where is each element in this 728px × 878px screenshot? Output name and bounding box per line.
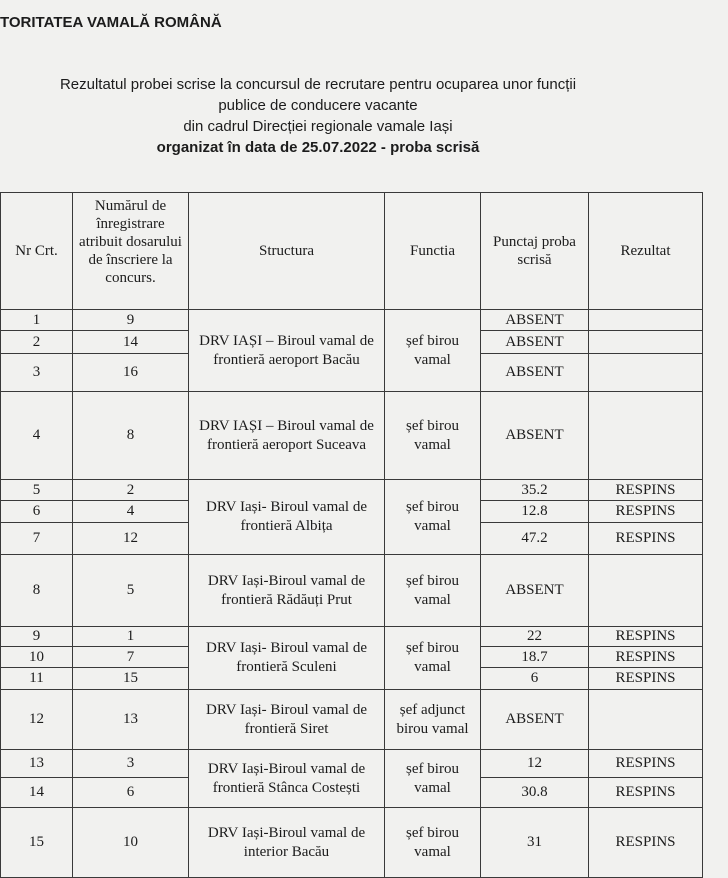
cell-rezultat <box>589 310 703 331</box>
table-row <box>1 750 703 778</box>
cell-numar: 9 <box>73 310 189 331</box>
cell-nr: 6 <box>1 501 73 523</box>
cell-structura: DRV Iași-Biroul vamal de frontieră Rădăuți Prut <box>189 555 385 627</box>
header-rezultat: Rezultat <box>589 193 703 310</box>
cell-nr: 12 <box>1 690 73 750</box>
cell-numar: 15 <box>73 668 189 690</box>
cell-nr: 10 <box>1 647 73 668</box>
cell-structura: DRV Iași- Biroul vamal de frontieră Siret <box>189 690 385 750</box>
table-row <box>1 555 703 627</box>
cell-rezultat <box>589 331 703 354</box>
cell-numar: 10 <box>73 808 189 878</box>
cell-nr: 7 <box>1 523 73 555</box>
cell-structura: DRV Iași- Biroul vamal de frontieră Albița <box>189 480 385 555</box>
header-punctaj: Punctaj proba scrisă <box>481 193 589 310</box>
cell-rezultat: RESPINS <box>589 627 703 647</box>
cell-functia: șef adjunct birou vamal <box>385 690 481 750</box>
cell-nr: 5 <box>1 480 73 501</box>
cell-structura: DRV Iași-Biroul vamal de interior Bacău <box>189 808 385 878</box>
cell-punctaj: ABSENT <box>481 331 589 354</box>
cell-rezultat <box>589 392 703 480</box>
cell-nr: 14 <box>1 778 73 808</box>
cell-nr: 4 <box>1 392 73 480</box>
cell-numar: 2 <box>73 480 189 501</box>
cell-punctaj: 18.7 <box>481 647 589 668</box>
cell-punctaj: 12.8 <box>481 501 589 523</box>
cell-punctaj: ABSENT <box>481 310 589 331</box>
cell-numar: 14 <box>73 331 189 354</box>
heading-line-2: publice de conducere vacante <box>218 97 418 114</box>
cell-nr: 11 <box>1 668 73 690</box>
cell-numar: 5 <box>73 555 189 627</box>
cell-nr: 13 <box>1 750 73 778</box>
heading-line-1: Rezultatul probei scrise la concursul de recrutare pentru ocuparea unor funcții <box>59 76 577 93</box>
table-row <box>1 690 703 750</box>
cell-punctaj: 12 <box>481 750 589 778</box>
heading-line-4: organizat în data de 25.07.2022 - proba scrisă <box>156 139 480 156</box>
cell-functia: șef birou vamal <box>385 808 481 878</box>
cell-punctaj: 47.2 <box>481 523 589 555</box>
cell-rezultat: RESPINS <box>589 668 703 690</box>
cell-numar: 8 <box>73 392 189 480</box>
cell-punctaj: ABSENT <box>481 555 589 627</box>
cell-functia: șef birou vamal <box>385 310 481 392</box>
cell-numar: 7 <box>73 647 189 668</box>
cell-rezultat <box>589 690 703 750</box>
cell-rezultat: RESPINS <box>589 523 703 555</box>
cell-nr: 1 <box>1 310 73 331</box>
cell-rezultat: RESPINS <box>589 750 703 778</box>
cell-punctaj: 31 <box>481 808 589 878</box>
cell-punctaj: ABSENT <box>481 354 589 392</box>
cell-functia: șef birou vamal <box>385 392 481 480</box>
cell-numar: 1 <box>73 627 189 647</box>
table-header-row <box>1 193 703 310</box>
cell-numar: 4 <box>73 501 189 523</box>
heading-line-3: din cadrul Direcției regionale vamale Iași <box>183 118 453 135</box>
cell-rezultat: RESPINS <box>589 647 703 668</box>
cell-rezultat: RESPINS <box>589 501 703 523</box>
cell-rezultat: RESPINS <box>589 808 703 878</box>
cell-nr: 15 <box>1 808 73 878</box>
cell-rezultat <box>589 354 703 392</box>
results-table <box>0 192 703 878</box>
header-nr: Nr Crt. <box>1 193 73 310</box>
cell-numar: 3 <box>73 750 189 778</box>
document-heading <box>0 74 636 158</box>
cell-functia: șef birou vamal <box>385 480 481 555</box>
table-row <box>1 480 703 501</box>
cell-punctaj: 6 <box>481 668 589 690</box>
header-numar: Numărul de înregistrare atribuit dosarului de înscriere la concurs. <box>73 193 189 310</box>
table-row <box>1 808 703 878</box>
cell-punctaj: ABSENT <box>481 392 589 480</box>
cell-numar: 13 <box>73 690 189 750</box>
cell-nr: 9 <box>1 627 73 647</box>
cell-rezultat: RESPINS <box>589 480 703 501</box>
cell-structura: DRV Iași- Biroul vamal de frontieră Sculeni <box>189 627 385 690</box>
header-structura: Structura <box>189 193 385 310</box>
cell-functia: șef birou vamal <box>385 627 481 690</box>
cell-nr: 2 <box>1 331 73 354</box>
cell-structura: DRV Iași-Biroul vamal de frontieră Stânca Costești <box>189 750 385 808</box>
cell-punctaj: 30.8 <box>481 778 589 808</box>
table-row <box>1 627 703 647</box>
cell-numar: 12 <box>73 523 189 555</box>
organization-name: TORITATEA VAMALĂ ROMÂNĂ <box>0 14 222 31</box>
cell-nr: 3 <box>1 354 73 392</box>
cell-functia: șef birou vamal <box>385 750 481 808</box>
table-row <box>1 392 703 480</box>
table-row <box>1 310 703 331</box>
cell-punctaj: 22 <box>481 627 589 647</box>
cell-numar: 6 <box>73 778 189 808</box>
cell-punctaj: 35.2 <box>481 480 589 501</box>
cell-numar: 16 <box>73 354 189 392</box>
cell-punctaj: ABSENT <box>481 690 589 750</box>
cell-rezultat: RESPINS <box>589 778 703 808</box>
header-functia: Functia <box>385 193 481 310</box>
cell-structura: DRV IAȘI – Biroul vamal de frontieră aeroport Bacău <box>189 310 385 392</box>
cell-functia: șef birou vamal <box>385 555 481 627</box>
cell-rezultat <box>589 555 703 627</box>
cell-nr: 8 <box>1 555 73 627</box>
cell-structura: DRV IAȘI – Biroul vamal de frontieră aeroport Suceava <box>189 392 385 480</box>
